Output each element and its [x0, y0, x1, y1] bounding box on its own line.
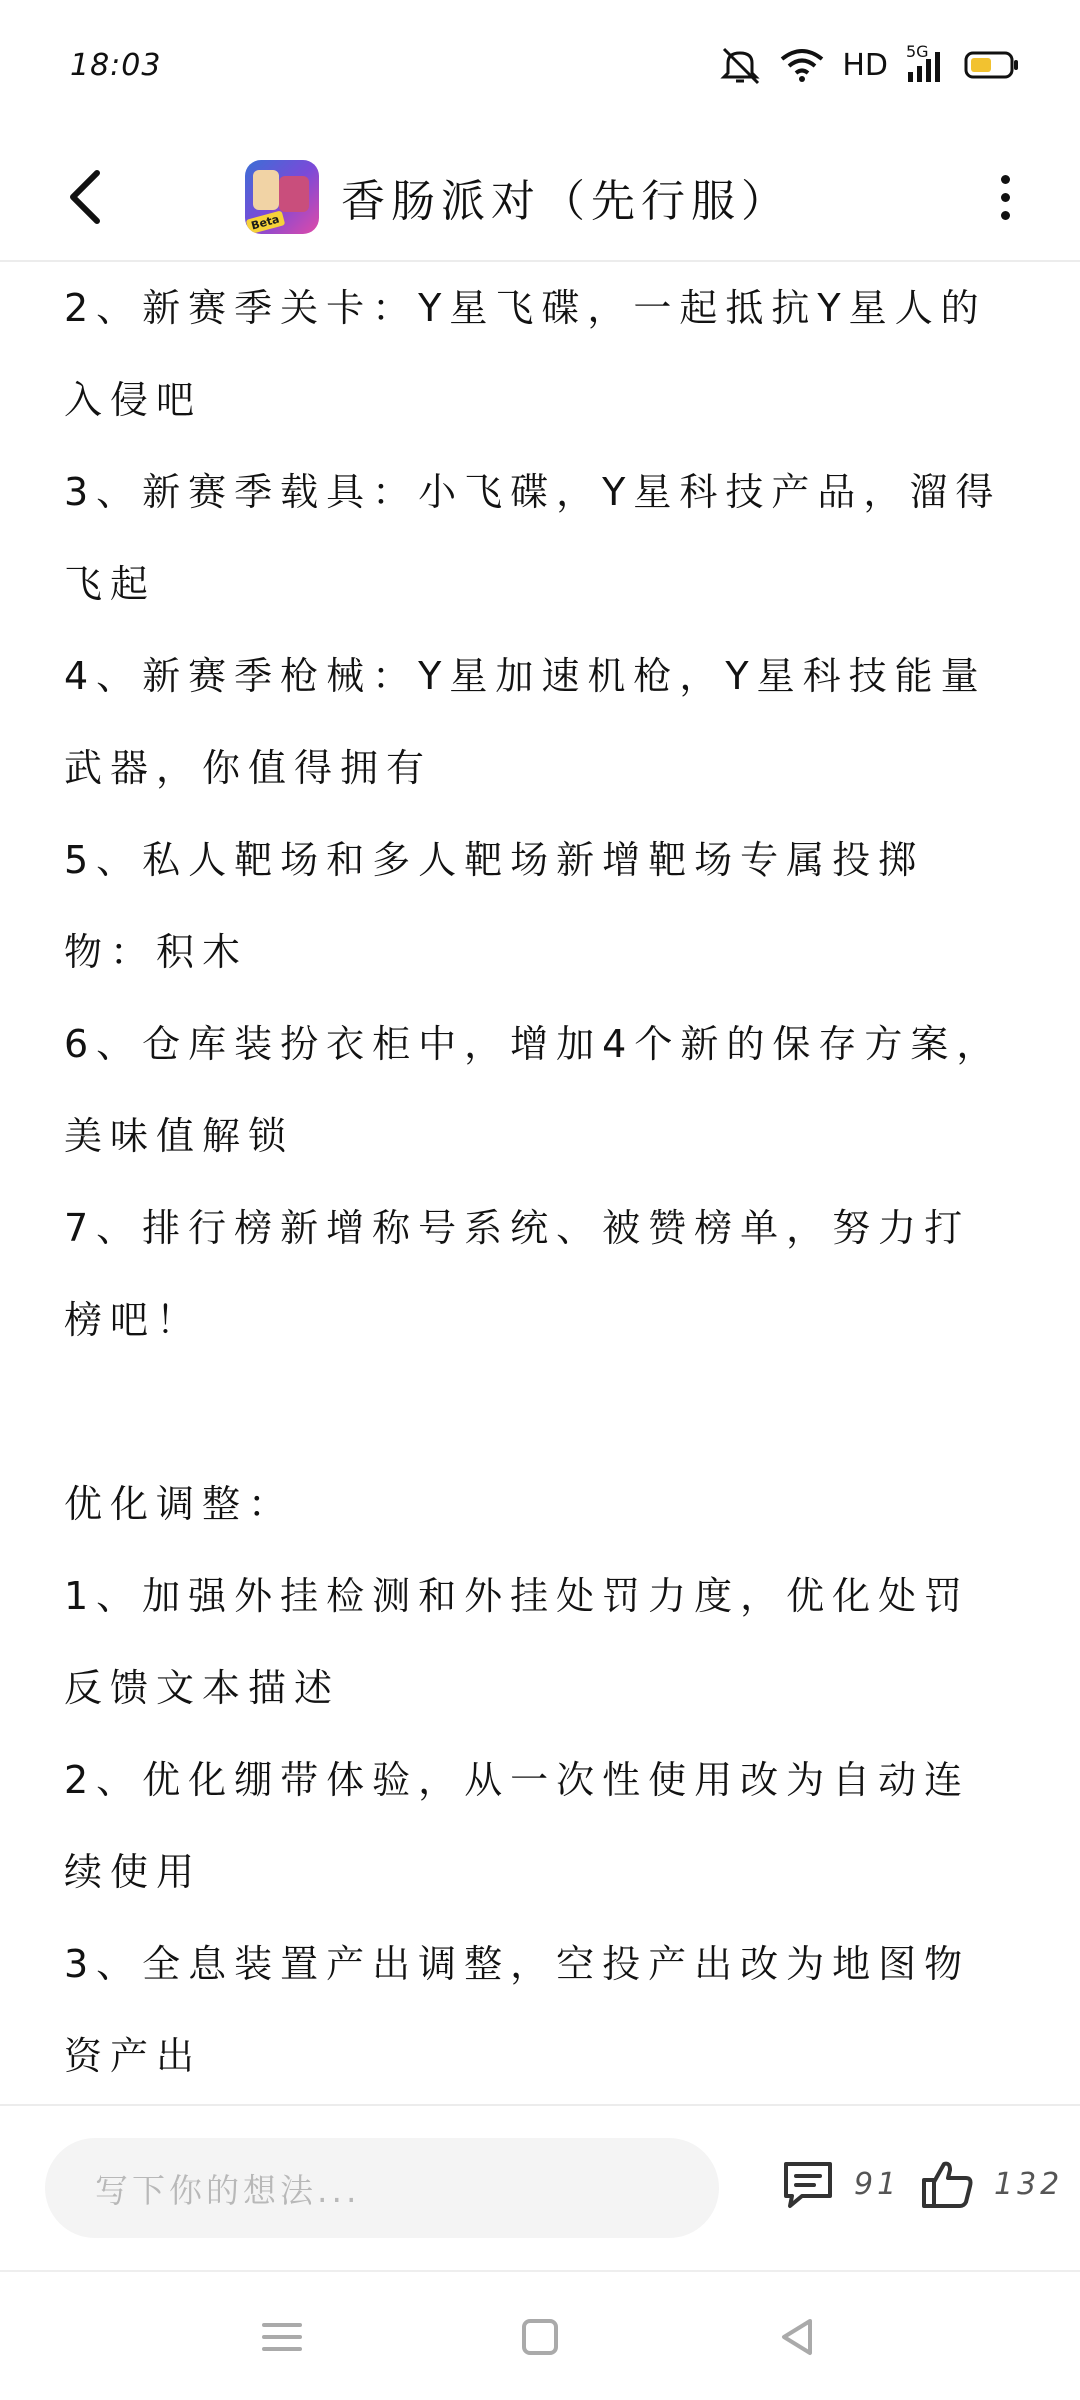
home-button[interactable] [505, 2302, 575, 2372]
comment-count: 91 [854, 2166, 901, 2202]
home-square-icon [518, 2315, 562, 2359]
network-label: 5G [906, 42, 929, 61]
comment-placeholder: 写下你的想法... [95, 2170, 361, 2210]
mute-icon [718, 45, 762, 85]
wifi-icon [780, 47, 824, 83]
title-wrap [245, 142, 791, 252]
article-line: 美味值解锁 [64, 1114, 295, 1158]
article-line: 2、优化绷带体验，从一次性使用改为自动连 [64, 1758, 971, 1802]
status-bar [0, 0, 1080, 130]
menu-button[interactable] [247, 2302, 317, 2372]
more-vertical-icon [1001, 175, 1010, 184]
article-line: 1、加强外挂检测和外挂处罚力度，优化处罚 [64, 1574, 971, 1618]
article-line: 2、新赛季关卡：Y星飞碟，一起抵抗Y星人的 [64, 286, 987, 330]
status-time: 18:03 [70, 47, 162, 83]
article-line: 反馈文本描述 [64, 1666, 341, 1710]
signal-icon [906, 42, 946, 82]
article-line: 4、新赛季枪械：Y星加速机枪，Y星科技能量 [64, 654, 987, 698]
back-arrow-icon [63, 167, 107, 227]
article-line: 续使用 [64, 1850, 203, 1894]
comment-icon [780, 2156, 836, 2212]
article-line: 榜吧！ [64, 1298, 203, 1342]
article-line: 资产出 [64, 2034, 203, 2078]
app-icon[interactable] [245, 160, 319, 234]
system-back-button[interactable] [763, 2302, 833, 2372]
system-nav-bar [0, 2270, 1080, 2400]
page-title: 香肠派对（先行服） [341, 176, 791, 227]
comment-bar [0, 2104, 1080, 2270]
paragraph-gap [64, 1366, 1024, 1458]
article-line: 武器，你值得拥有 [64, 746, 433, 790]
article-line: 6、仓库装扮衣柜中，增加4个新的保存方案， [64, 1022, 1003, 1066]
beta-badge: Beta [246, 211, 285, 234]
header [0, 130, 1080, 262]
article-line: 3、全息装置产出调整，空投产出改为地图物 [64, 1942, 971, 1986]
section-heading: 优化调整： [64, 1482, 295, 1526]
article-line: 物：积木 [64, 930, 249, 974]
more-button[interactable] [960, 152, 1050, 242]
comment-input[interactable] [45, 2138, 719, 2238]
battery-icon [964, 50, 1020, 80]
like-count: 132 [994, 2166, 1064, 2202]
article-line: 3、新赛季载具：小飞碟，Y星科技产品，溜得 [64, 470, 1002, 514]
article-line: 入侵吧 [64, 378, 203, 422]
menu-icon [260, 2317, 304, 2357]
status-icons [718, 42, 1020, 85]
like-button[interactable] [920, 2156, 1063, 2212]
article-body [64, 262, 1024, 2102]
back-triangle-icon [776, 2315, 820, 2359]
thumbs-up-icon [920, 2156, 976, 2212]
back-button[interactable] [40, 152, 130, 242]
comment-button[interactable] [780, 2156, 900, 2212]
article-line: 5、私人靶场和多人靶场新增靶场专属投掷 [64, 838, 925, 882]
hd-label: HD [842, 47, 888, 83]
article-line: 7、排行榜新增称号系统、被赞榜单，努力打 [64, 1206, 971, 1250]
article-line: 飞起 [64, 562, 157, 606]
